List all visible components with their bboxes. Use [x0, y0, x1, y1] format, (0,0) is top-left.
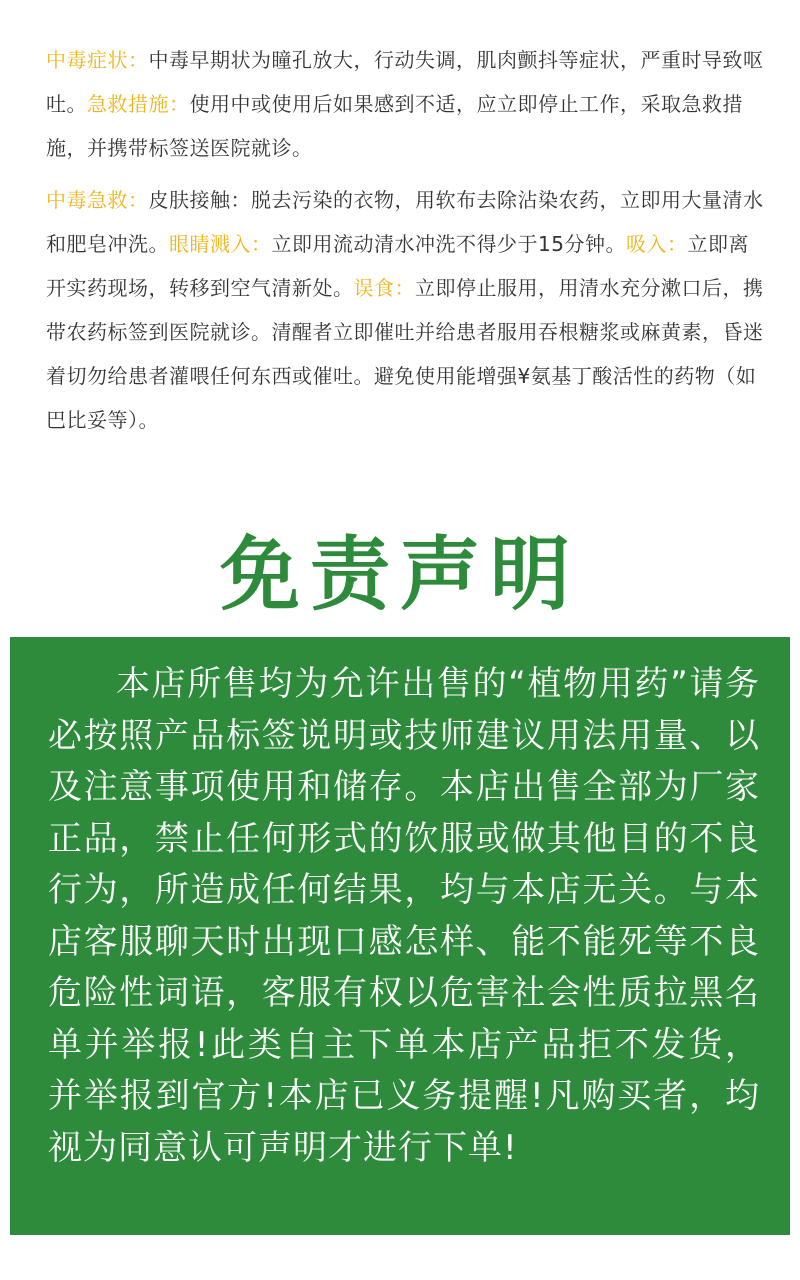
first-aid-text: 使用中或使用后如果感到不适，应立即停止工作，采取急救措施，并携带标签送医院就诊。	[46, 92, 743, 160]
eye-contact-text: 立即用流动清水冲洗不得少于15分钟。	[271, 232, 626, 256]
poisoning-symptoms-paragraph	[46, 38, 766, 170]
ingestion-text: 立即停止服用，用清水充分漱口后，携带农药标签到医院就诊。清醒者立即催吐并给患者服用吞根糖浆或麻黄素，昏迷着切勿给患者灌喂任何东西或催吐。避免使用能增强¥氨基丁酸活性的药物（如巴比妥等）。	[46, 276, 764, 432]
skin-contact-text: 皮肤接触：脱去污染的衣物，用软布去除沾染农药，立即用大量清水和肥皂冲洗。	[46, 188, 764, 256]
symptoms-text: 中毒早期状为瞳孔放大，行动失调，肌肉颤抖等症状，严重时导致呕吐。	[46, 48, 764, 116]
eye-contact-label: 眼睛溅入：	[169, 232, 272, 256]
ingestion-label: 误食：	[353, 276, 415, 300]
poisoning-aid-label: 中毒急救：	[46, 188, 149, 212]
disclaimer-title: 免责声明	[220, 528, 580, 621]
symptoms-label: 中毒症状：	[46, 48, 149, 72]
disclaimer-box	[10, 637, 790, 1235]
poisoning-first-aid-paragraph	[46, 178, 766, 442]
safety-info-section	[46, 38, 766, 442]
inhalation-label: 吸入：	[625, 232, 688, 256]
first-aid-label: 急救措施：	[87, 92, 190, 116]
inhalation-text: 立即离开实药现场，转移到空气清新处。	[46, 232, 749, 300]
disclaimer-text: 本店所售均为允许出售的“植物用药”请务必按照产品标签说明或技师建议用法用量、以及注意事项使用和储存。本店出售全部为厂家正品，禁止任何形式的饮服或做其他目的不良行为，所造成任何结果，均与本店无关。与本店客服聊天时出现口感怎样、能不能死等不良危险性词语，客服有权以危害社会性质拉黑名单并举报!此类自主下单本店产品拒不发货，并举报到官方!本店已义务提醒!凡购买者，均视为同意认可声明才进行下单!	[48, 664, 760, 1168]
